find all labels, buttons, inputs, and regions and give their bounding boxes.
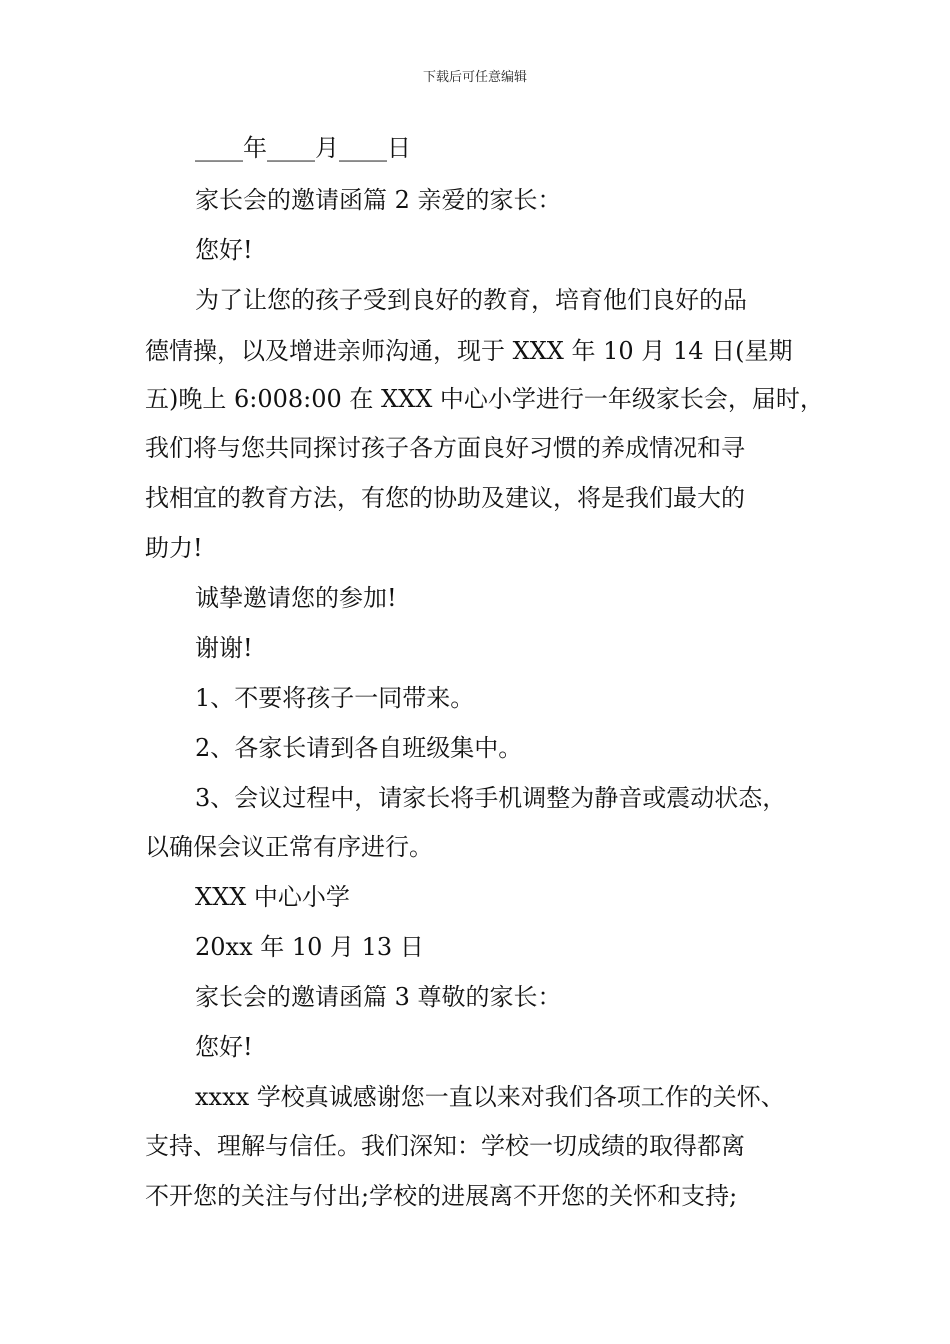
invitation-line: 诚挚邀请您的参加!	[195, 584, 397, 612]
paragraph-line: 我们将与您共同探讨孩子各方面良好习惯的养成情况和寻	[145, 434, 745, 462]
date-blank-line: ____年____月____日	[195, 134, 411, 162]
paragraph-line: 助力!	[145, 534, 203, 562]
page-header: 下载后可任意编辑	[422, 70, 527, 85]
notice-item: 1、不要将孩子一同带来。	[195, 684, 475, 712]
notice-item: 2、各家长请到各自班级集中。	[195, 734, 523, 762]
notice-item: 3、会议过程中，请家长将手机调整为静音或震动状态，	[195, 784, 787, 812]
invitation-3-heading: 家长会的邀请函篇 3 尊敬的家长：	[195, 983, 562, 1011]
greeting: 您好!	[195, 1033, 253, 1061]
paragraph-line: 找相宜的教育方法，有您的协助及建议，将是我们最大的	[145, 484, 745, 512]
paragraph-line: 不开您的关注与付出;学校的进展离不开您的关怀和支持;	[145, 1182, 738, 1210]
greeting: 您好!	[195, 236, 253, 264]
notice-item-continued: 以确保会议正常有序进行。	[145, 833, 433, 861]
school-signature: XXX 中心小学	[195, 883, 350, 911]
paragraph-line: xxxx 学校真诚感谢您一直以来对我们各项工作的关怀、	[195, 1083, 785, 1111]
paragraph-line: 德情操，以及增进亲师沟通，现于 XXX 年 10 月 14 日(星期	[145, 337, 793, 365]
paragraph-line: 支持、理解与信任。我们深知：学校一切成绩的取得都离	[145, 1132, 745, 1160]
paragraph-line: 为了让您的孩子受到良好的教育，培育他们良好的品	[195, 286, 747, 314]
paragraph-line: 五)晚上 6:008:00 在 XXX 中心小学进行一年级家长会，届时，	[145, 385, 824, 413]
signature-date: 20xx 年 10 月 13 日	[195, 933, 424, 961]
invitation-2-heading: 家长会的邀请函篇 2 亲爱的家长：	[195, 186, 562, 214]
thanks-line: 谢谢!	[195, 634, 253, 662]
